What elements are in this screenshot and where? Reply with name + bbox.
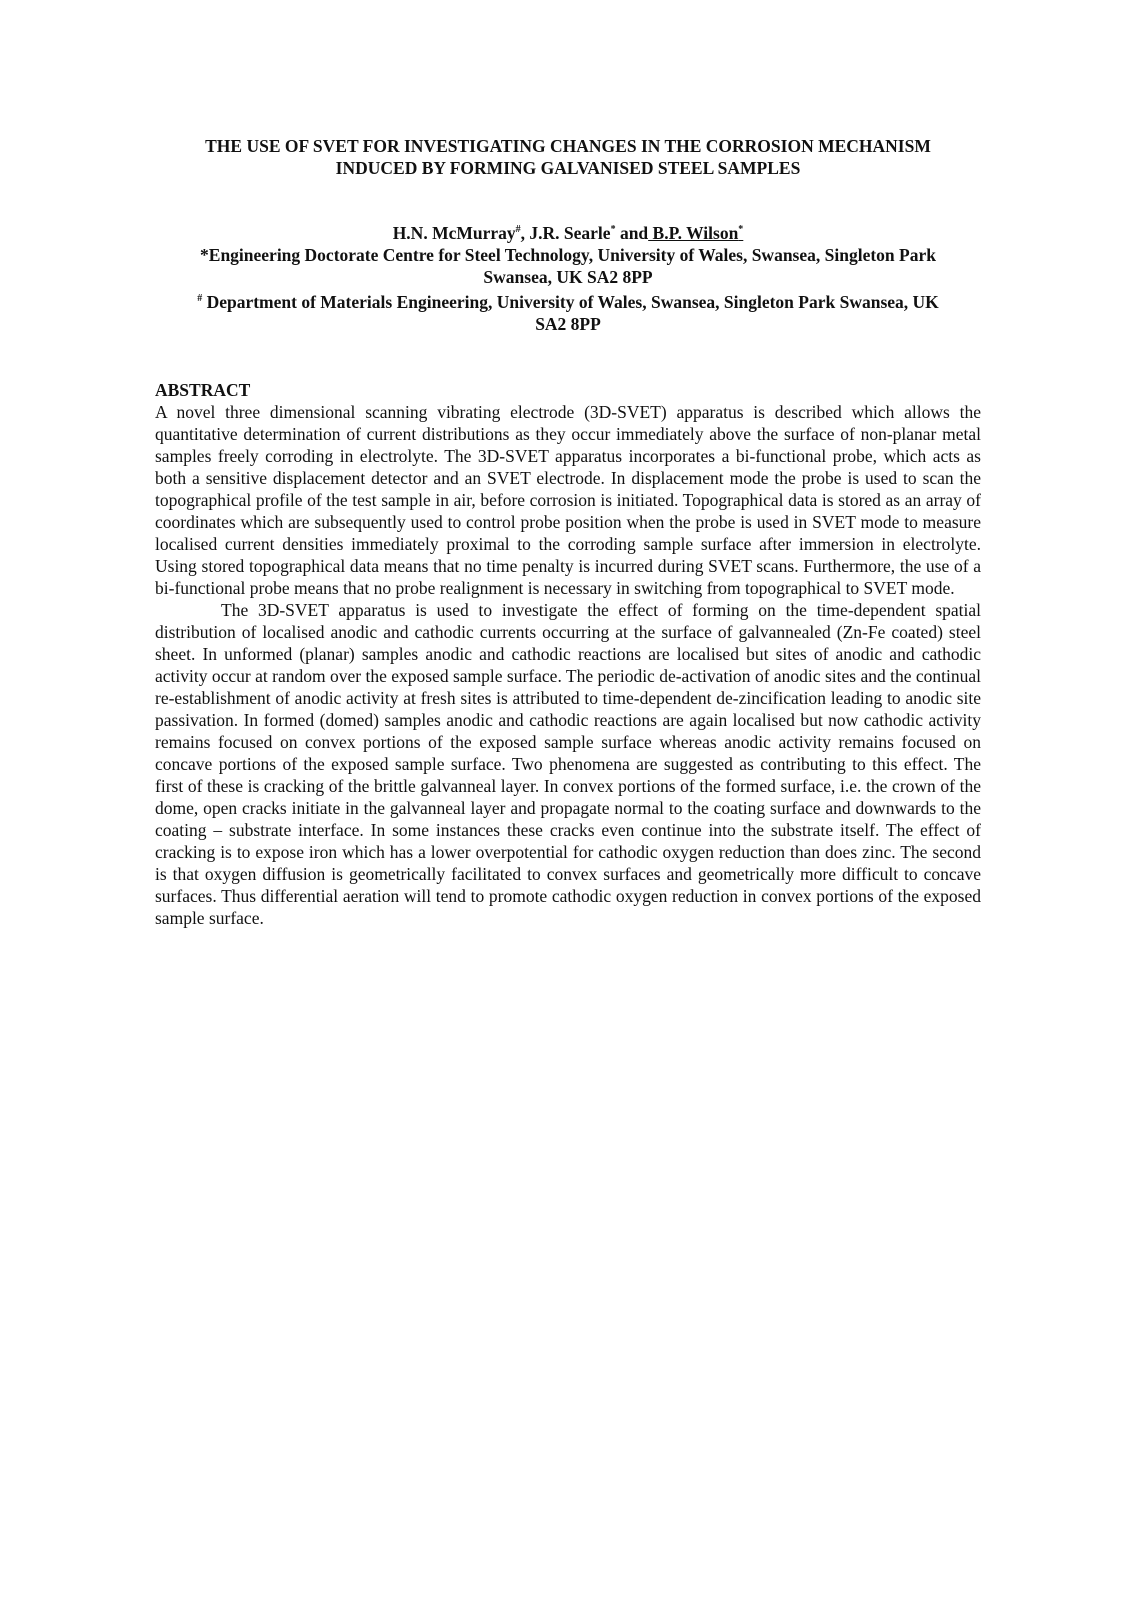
title-line-2: INDUCED BY FORMING GALVANISED STEEL SAMPLES: [335, 158, 801, 178]
abstract-heading: ABSTRACT: [155, 379, 251, 400]
author-wilson: [648, 223, 743, 243]
author-wilson-name: B.P. Wilson: [648, 223, 739, 243]
author-wilson-mark: *: [738, 224, 744, 236]
affiliation-2-line-1-text: Department of Materials Engineering, University of Wales, Swansea, Singleton Park Swansea, UK: [202, 291, 939, 312]
author-list: [155, 222, 981, 244]
affiliation-2-mark: #: [197, 293, 203, 304]
author-separator: ,: [520, 223, 530, 243]
abstract-paragraph-2: The 3D-SVET apparatus is used to investigate the effect of forming on the time-dependent spatial distribution of localised anodic and cathodic currents occurring at the surface of galvannealed (Zn-Fe coated) steel sheet. In unformed (planar) samples anodic and cathodic reactions are localised but sites of anodic and cathodic activity occur at random over the exposed sample surface. The periodic de-activation of anodic sites and the continual re-establishment of anodic activity at fresh sites is attributed to time-dependent de-zincification leading to anodic site passivation. In formed (domed) samples anodic and cathodic reactions are again localised but now cathodic activity remains focused on convex portions of the exposed sample surface whereas anodic activity remains focused on concave portions of the exposed sample surface. Two phenomena are suggested as contributing to this effect. The first of these is cracking of the brittle galvanneal layer. In convex portions of the formed surface, i.e. the crown of the dome, open cracks initiate in the galvanneal layer and propagate normal to the coating surface and downwards to the coating – substrate interface. In some instances these cracks even continue into the substrate itself. The effect of cracking is to expose iron which has a lower overpotential for cathodic oxygen reduction than does zinc. The second is that oxygen diffusion is geometrically facilitated to convex surfaces and geometrically more difficult to concave surfaces. Thus differential aeration will tend to promote cathodic oxygen reduction in convex portions of the exposed sample surface.: [155, 599, 981, 928]
affiliation-2-line-1: [155, 288, 981, 313]
paper-page: [155, 135, 981, 929]
author-searle-mark: *: [610, 224, 616, 236]
affiliation-2-line-2: SA2 8PP: [535, 313, 601, 334]
author-and: and: [615, 223, 649, 243]
affiliation-1-line-2: Swansea, UK SA2 8PP: [483, 267, 653, 287]
title-line-1: THE USE OF SVET FOR INVESTIGATING CHANGES IN THE CORROSION MECHANISM: [205, 136, 931, 156]
paper-title: [155, 135, 981, 179]
author-searle: J.R. Searle: [529, 223, 611, 243]
affiliation-2: [155, 288, 981, 335]
abstract-paragraph-1: A novel three dimensional scanning vibrating electrode (3D-SVET) apparatus is described which allows the quantitative determination of current distributions as they occur immediately above the surface of non-planar metal samples freely corroding in electrolyte. The 3D-SVET apparatus incorporates a bi-functional probe, which acts as both a sensitive displacement detector and an SVET electrode. In displacement mode the probe is used to scan the topographical profile of the test sample in air, before corrosion is initiated. Topographical data is stored as an array of coordinates which are subsequently used to control probe position when the probe is used in SVET mode to measure localised current densities immediately proximal to the corroding sample surface after immersion in electrolyte. Using stored topographical data means that no time penalty is incurred during SVET scans. Furthermore, the use of a bi-functional probe means that no probe realignment is necessary in switching from topographical to SVET mode.: [155, 401, 981, 598]
affiliation-1: [155, 244, 981, 288]
affiliation-1-line-1: *Engineering Doctorate Centre for Steel Technology, University of Wales, Swansea, Singleton Park: [200, 245, 936, 265]
author-mcmurray: H.N. McMurray: [392, 223, 516, 243]
author-mcmurray-mark: #: [515, 224, 521, 236]
